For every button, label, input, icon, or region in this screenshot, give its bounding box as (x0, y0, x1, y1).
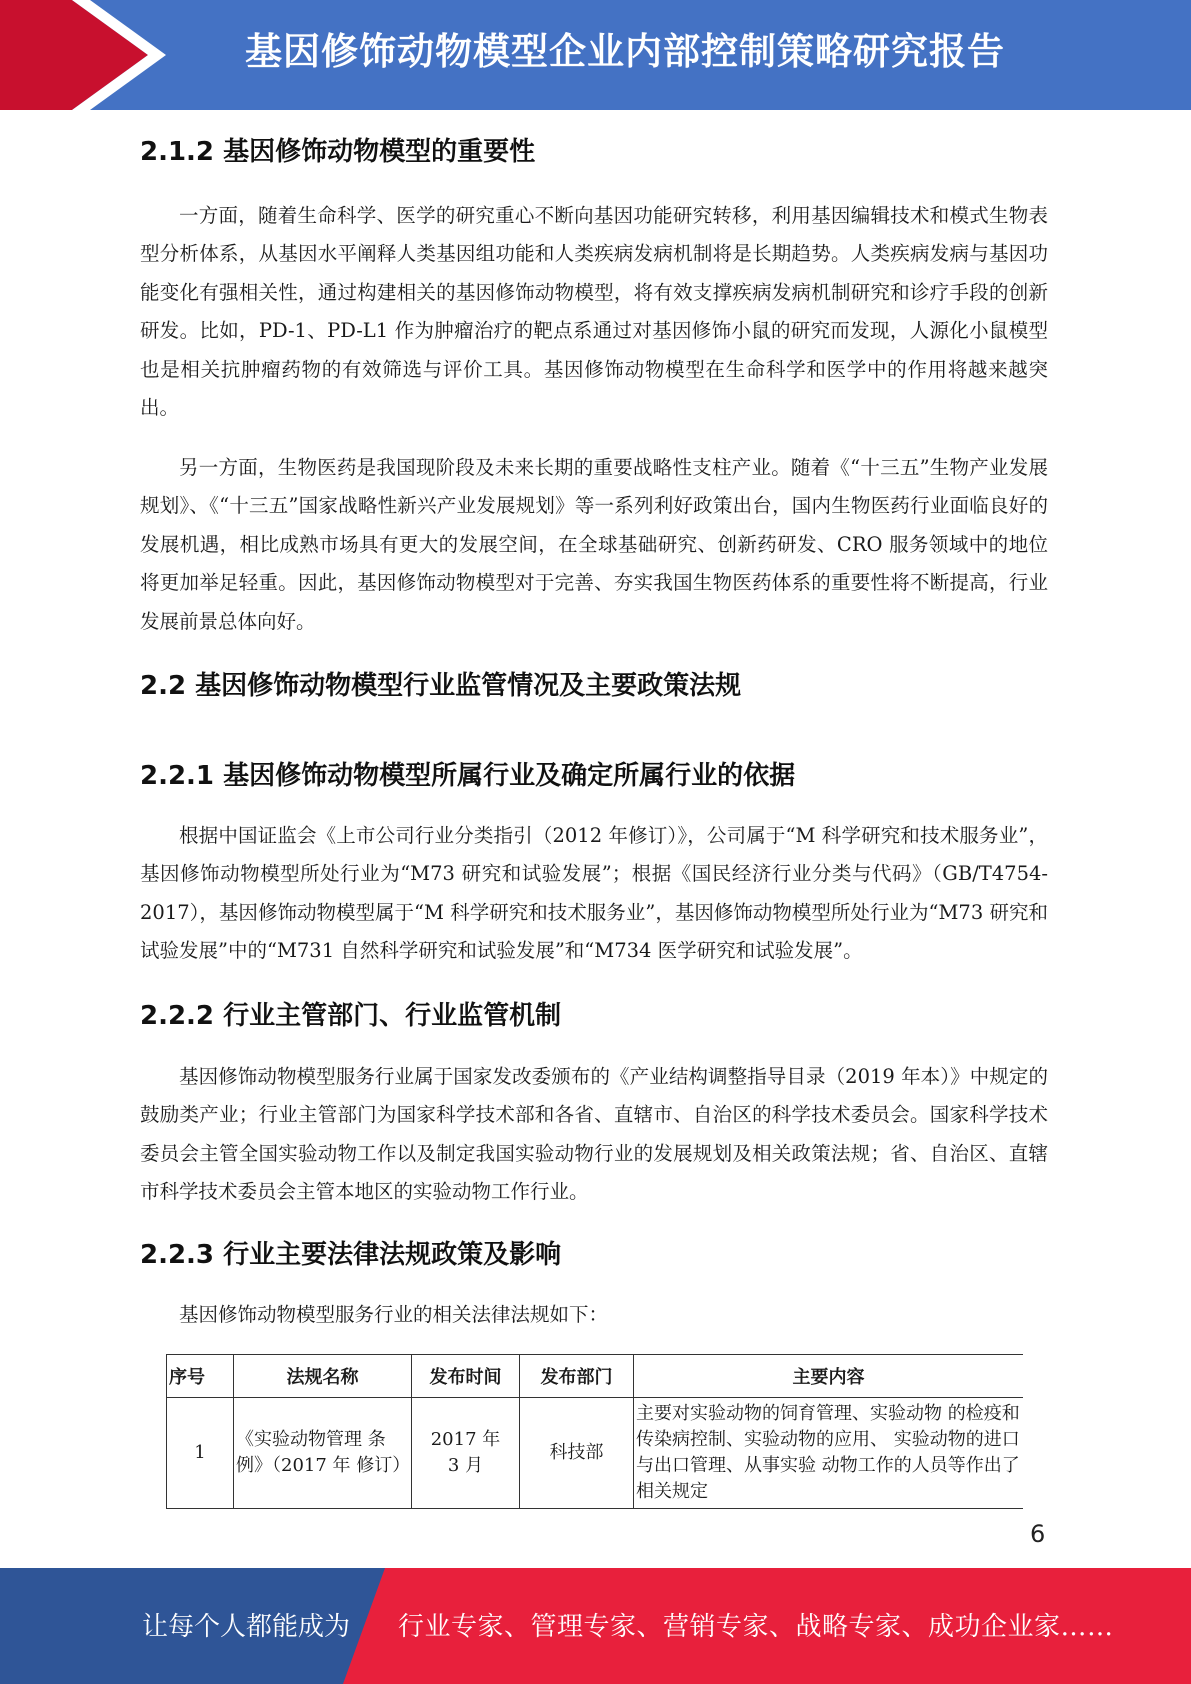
header-cell-content: 主要内容 (634, 1355, 1024, 1398)
paragraph-importance-2: 另一方面，生物医药是我国现阶段及未来长期的重要战略性支柱产业。随着《“十三五”生物产业发展规划》、《“十三五”国家战略性新兴产业发展规划》等一系列利好政策出台，国内生物医药行业面临良好的发展机遇，相比成熟市场具有更大的发展空间，在全球基础研究、创新药研发、CRO 服务领域中的地位将更加举足轻重。因此，基因修饰动物模型对于完善、夯实我国生物医药体系的重要性将不断提高，行业发展前景总体向好。 (140, 456, 1048, 633)
header-banner (0, 0, 1191, 110)
header-cell-no: 序号 (167, 1355, 234, 1398)
regulations-table-container (166, 1354, 1023, 1509)
page-number: 6 (1030, 1520, 1046, 1548)
paragraph-regulation: 基因修饰动物模型服务行业属于国家发改委颁布的《产业结构调整指导目录（2019 年本）》中规定的鼓励类产业；行业主管部门为国家科学技术部和各省、直辖市、自治区的科学技术委员会。国家科学技术委员会主管全国实验动物工作以及制定我国实验动物行业的发展规划及相关政策法规；省、自治区、直辖市科学技术委员会主管本地区的实验动物工作行业。 (140, 1065, 1048, 1204)
section-heading-2-2-3: 2.2.3 行业主要法律法规政策及影响 (140, 1240, 562, 1270)
cell-dept: 科技部 (520, 1398, 634, 1509)
section-heading-2-1-2: 2.1.2 基因修饰动物模型的重要性 (140, 137, 536, 167)
header-cell-dept: 发布部门 (520, 1355, 634, 1398)
header-cell-name: 法规名称 (234, 1355, 412, 1398)
header-cell-date: 发布时间 (412, 1355, 520, 1398)
paragraph-industry-classification: 根据中国证监会《上市公司行业分类指引（2012 年修订）》，公司属于“M 科学研究和技术服务业”，基因修饰动物模型所处行业为“M73 研究和试验发展”；根据《国民经济行业分类与代码》（GB/T4754-2017），基因修饰动物模型属于“M 科学研究和技术服务业”，基因修饰动物模型所处行业为“M73 研究和试验发展”中的“M731 自然科学研究和试验发展”和“M734 医学研究和试验发展”。 (140, 824, 1048, 963)
regulations-table (166, 1354, 1023, 1509)
footer-banner (0, 1568, 1191, 1684)
paragraph-importance-1: 一方面，随着生命科学、医学的研究重心不断向基因功能研究转移，利用基因编辑技术和模式生物表型分析体系，从基因水平阐释人类基因组功能和人类疾病发病机制将是长期趋势。人类疾病发病与基因功能变化有强相关性，通过构建相关的基因修饰动物模型，将有效支撑疾病发病机制研究和诊疗手段的创新研发。比如，PD-1、PD-L1 作为肿瘤治疗的靶点系通过对基因修饰小鼠的研究而发现，人源化小鼠模型也是相关抗肿瘤药物的有效筛选与评价工具。基因修饰动物模型在生命科学和医学中的作用将越来越突出。 (140, 204, 1048, 420)
section-heading-2-2: 2.2 基因修饰动物模型行业监管情况及主要政策法规 (140, 671, 742, 701)
report-title: 基因修饰动物模型企业内部控制策略研究报告 (245, 30, 1005, 73)
paragraph-laws-intro: 基因修饰动物模型服务行业的相关法律法规如下： (179, 1303, 609, 1326)
footer-slogan-left: 让每个人都能成为 (142, 1612, 351, 1642)
cell-content: 主要对实验动物的饲育管理、实验动物 的检疫和传染病控制、实验动物的应用、 实验动物的进口与出口管理、从事实验 动物工作的人员等作出了相关规定 (634, 1398, 1024, 1509)
cell-no: 1 (167, 1398, 234, 1509)
section-heading-2-2-2: 2.2.2 行业主管部门、行业监管机制 (140, 1001, 562, 1031)
section-heading-2-2-1: 2.2.1 基因修饰动物模型所属行业及确定所属行业的依据 (140, 761, 796, 791)
footer-slogan-right: 行业专家、管理专家、营销专家、战略专家、成功企业家…… (398, 1612, 1114, 1642)
cell-name: 《实验动物管理 条例》（2017 年 修订） (234, 1398, 412, 1509)
table-header-row (167, 1355, 1024, 1398)
table-row (167, 1398, 1024, 1509)
cell-date: 2017 年 3 月 (412, 1398, 520, 1509)
